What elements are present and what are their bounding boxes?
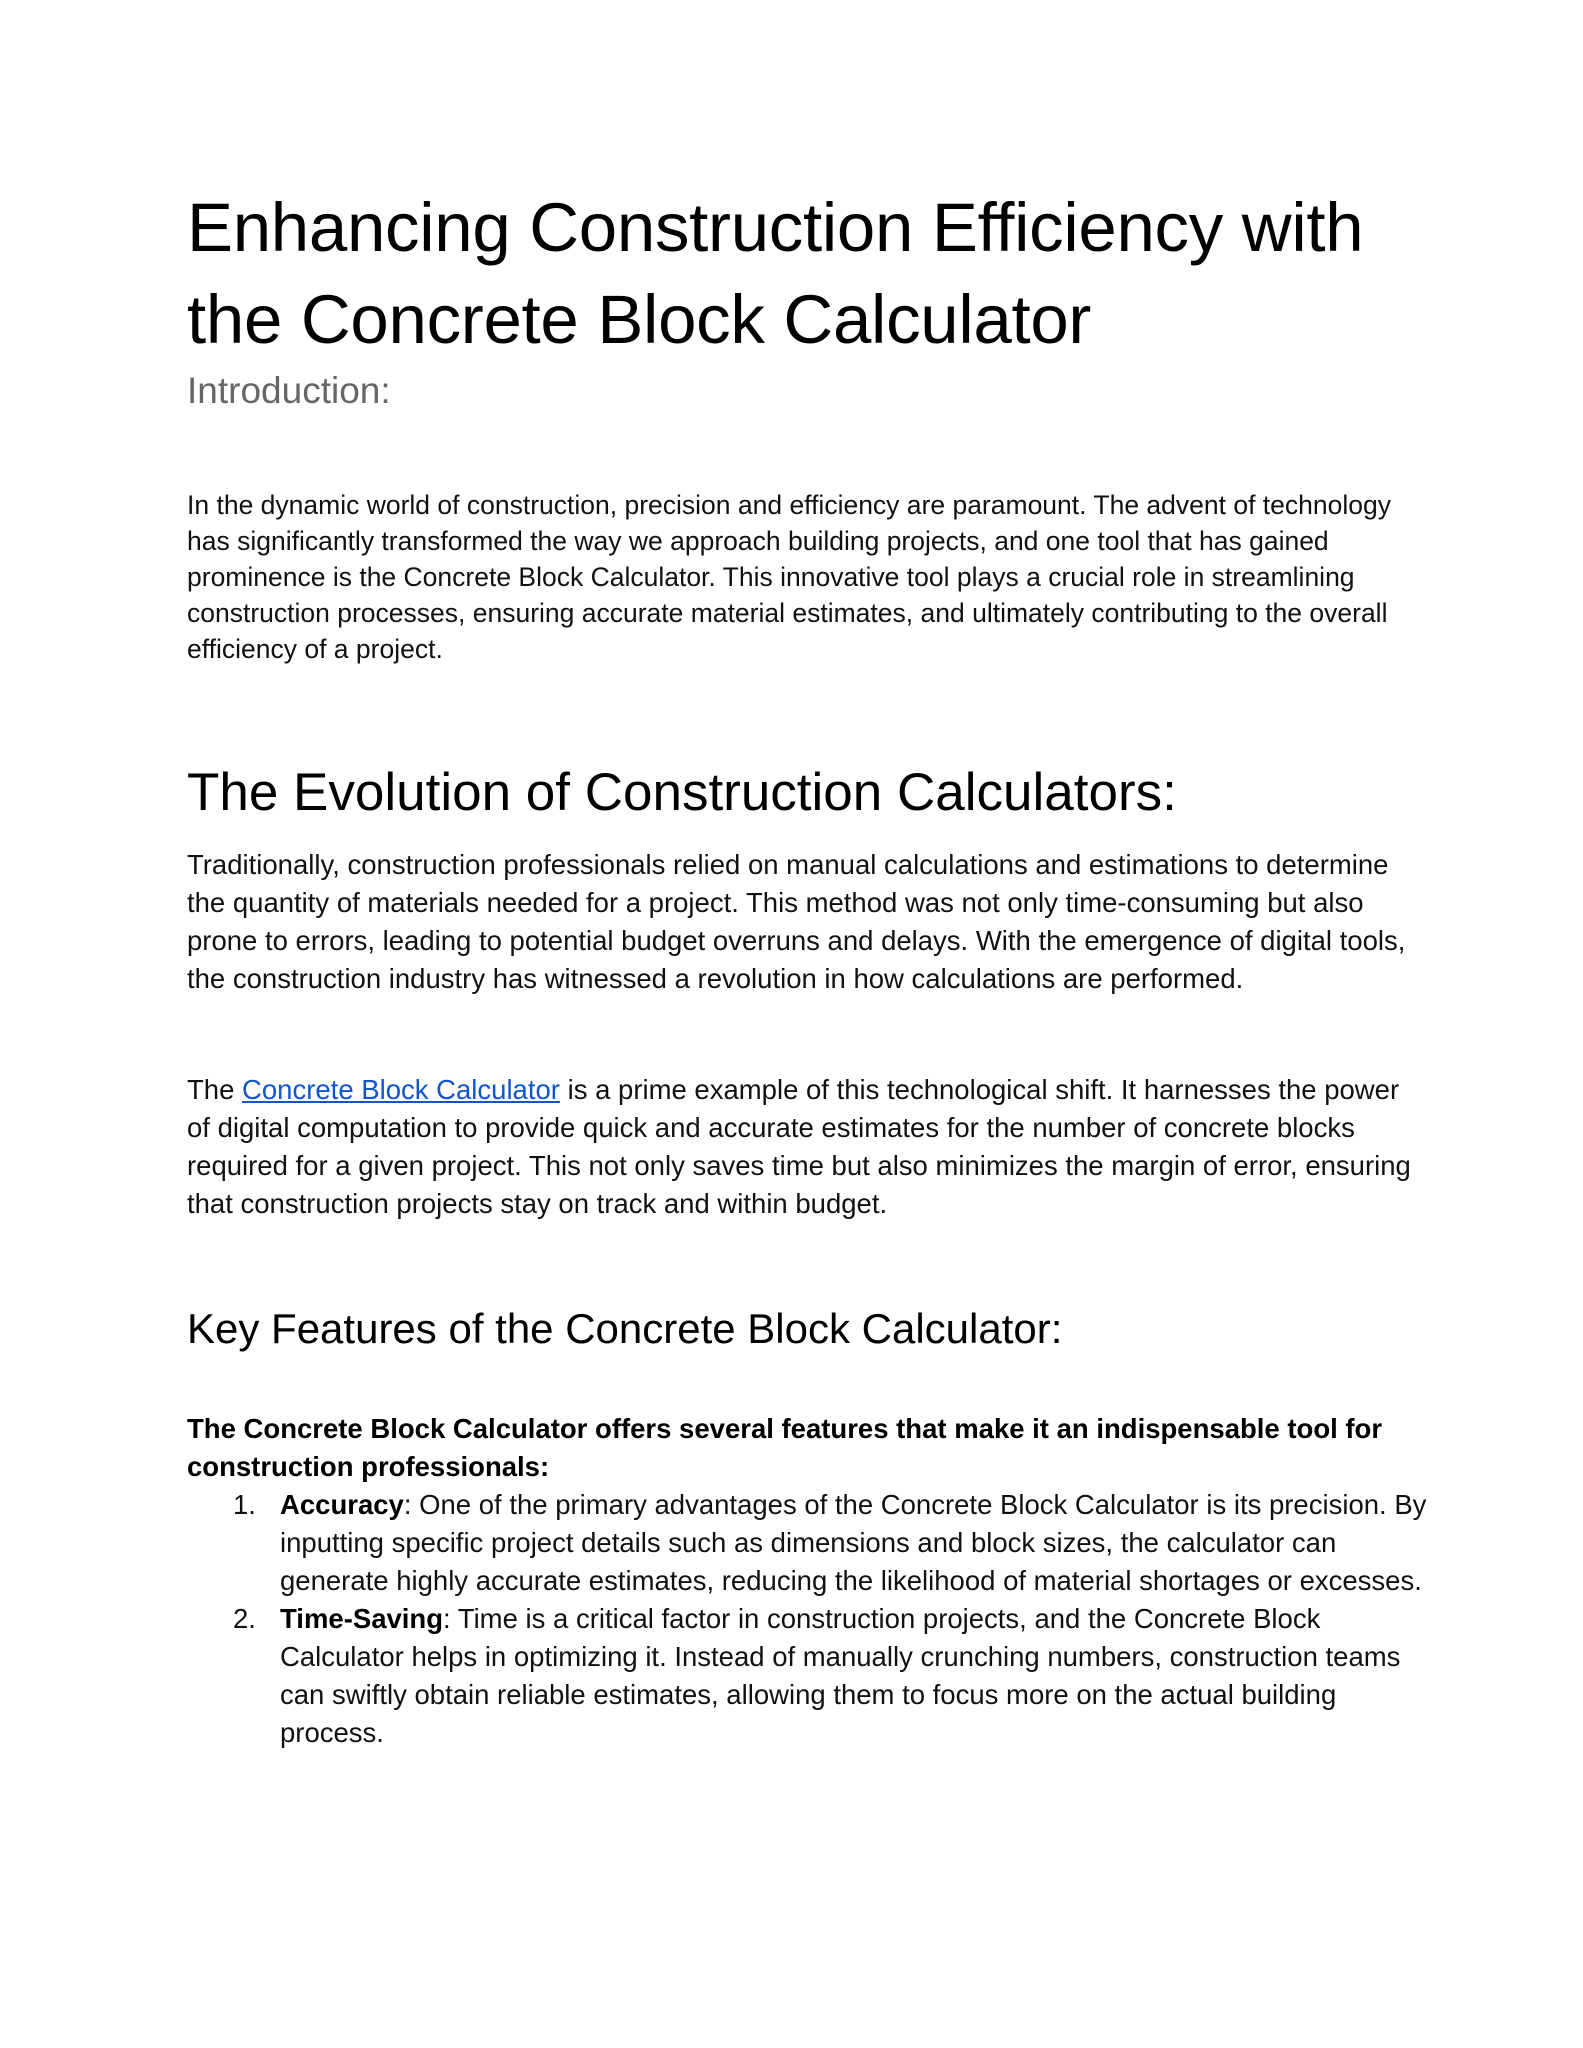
concrete-block-calculator-link[interactable]: Concrete Block Calculator: [242, 1074, 560, 1105]
title-line-1: Enhancing Construction Efficiency with: [187, 189, 1364, 266]
paragraph-suffix: is a prime example of this technological shift. It harnesses the power of digital computation to provide quick and accurate estimates for the number of concrete blocks required for a given project. This not only saves time but also minimizes the margin of error, ensuring that construction projects stay on track and within budget.: [187, 1074, 1411, 1219]
list-item: [187, 1600, 1427, 1752]
evolution-paragraph-2: [187, 1071, 1427, 1223]
paragraph-prefix: The: [187, 1074, 243, 1105]
evolution-paragraph-1: Traditionally, construction professionals relied on manual calculations and estimations to determine the quantity of materials needed for a project. This method was not only time-consuming but also prone to errors, leading to potential budget overruns and delays. With the emergence of digital tools, the construction industry has witnessed a revolution in how calculations are performed.: [187, 849, 1406, 994]
section-heading-evolution: The Evolution of Construction Calculators:: [187, 763, 1177, 822]
document-subtitle: Introduction:: [187, 370, 391, 411]
list-number: 1.: [233, 1489, 256, 1520]
feature-term: Time-Saving: [280, 1603, 444, 1634]
list-number: 2.: [233, 1603, 256, 1634]
list-item: [187, 1486, 1427, 1600]
section-heading-key-features: Key Features of the Concrete Block Calculator:: [187, 1305, 1063, 1352]
features-intro: The Concrete Block Calculator offers several features that make it an indispensable tool for construction professionals:: [187, 1413, 1383, 1482]
title-line-2: the Concrete Block Calculator: [187, 281, 1092, 358]
feature-text: : One of the primary advantages of the Concrete Block Calculator is its precision. By inputting specific project details such as dimensions and block sizes, the calculator can generate highly accurate estimates, reducing the likelihood of material shortages or excesses.: [280, 1489, 1427, 1596]
features-list: [187, 1486, 1427, 1752]
intro-paragraph: In the dynamic world of construction, precision and efficiency are paramount. The advent of technology has significantly transformed the way we approach building projects, and one tool that has gained prominence is the Concrete Block Calculator. This innovative tool plays a crucial role in streamlining construction processes, ensuring accurate material estimates, and ultimately contributing to the overall efficiency of a project.: [187, 490, 1391, 664]
document-title: [187, 182, 1363, 366]
feature-text: : Time is a critical factor in construction projects, and the Concrete Block Calculator helps in optimizing it. Instead of manually crunching numbers, construction teams can swiftly obtain reliable estimates, allowing them to focus more on the actual building process.: [280, 1603, 1401, 1748]
feature-term: Accuracy: [280, 1489, 404, 1520]
